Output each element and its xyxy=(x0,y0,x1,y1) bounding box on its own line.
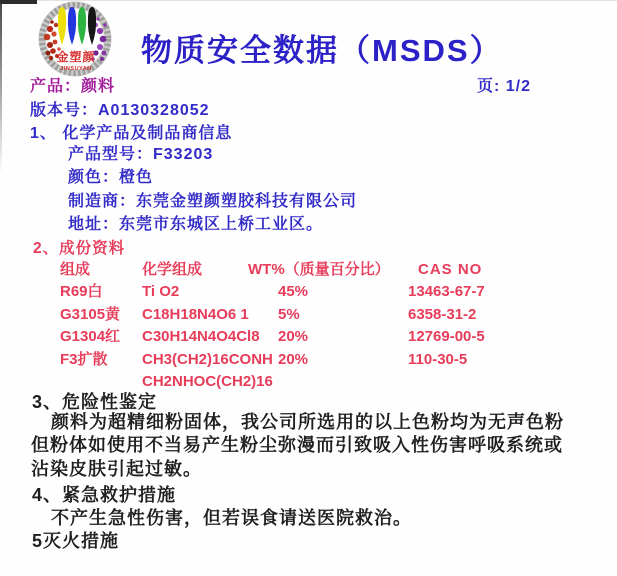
cas-cell xyxy=(408,371,578,393)
composition-row xyxy=(60,304,578,326)
header-composition: 组成 xyxy=(60,261,91,278)
manufacturer-line: 制造商：东莞金塑颜塑胶科技有限公司 xyxy=(68,192,358,210)
section4-heading: 4、紧急救护措施 xyxy=(32,485,177,505)
scan-artifact-top-line xyxy=(37,0,617,1)
formula-cell: C30H14N4O4Cl8 xyxy=(142,328,260,346)
composition-row xyxy=(60,326,578,348)
formula-cell: C18H18N4O6 1 xyxy=(142,305,249,323)
hazard-text-line: 但粉体如使用不当易产生粉尘弥漫而引致吸入性伤害呼吸系统或 xyxy=(31,435,563,456)
scan-artifact-left xyxy=(0,4,2,174)
cas-cell: 6358-31-2 xyxy=(408,305,477,323)
wt-cell: 20% xyxy=(278,350,309,368)
hazard-text-line: 颜料为超精细粉固体，我公司所选用的以上色粉均为无声色粉 xyxy=(51,412,564,432)
product-model-line: 产品型号：F33203 xyxy=(68,146,214,163)
first-aid-text-line: 不产生急性伤害，但若误食请送医院救治。 xyxy=(51,508,412,528)
logo-text: 金塑颜 xyxy=(56,50,96,64)
cas-cell: 12769-00-5 xyxy=(408,328,485,346)
wt-cell: 20% xyxy=(278,328,309,346)
section3-body xyxy=(31,411,564,481)
header-chemical: 化学组成 xyxy=(142,261,203,278)
cas-cell: 110-30-5 xyxy=(408,350,468,368)
composition-cell: R69白 xyxy=(60,283,103,301)
header-cas: CAS NO xyxy=(418,261,483,278)
composition-row xyxy=(60,281,578,303)
composition-row xyxy=(60,349,578,371)
section3-heading: 3、危险性鉴定 xyxy=(32,392,158,412)
page-number-label: 页: 1/2 xyxy=(477,78,532,95)
section1-body xyxy=(68,143,357,237)
logo-subtext: JINSUYAN xyxy=(60,66,92,72)
product-label: 产品：颜料 xyxy=(30,78,116,95)
composition-cell: G3105黄 xyxy=(60,305,121,323)
wt-cell xyxy=(248,371,408,393)
composition-table xyxy=(60,259,578,393)
company-logo-icon xyxy=(38,1,112,77)
wt-cell: 5% xyxy=(278,305,300,323)
composition-header-row xyxy=(60,259,578,281)
document-title: 物质安全数据（MSDS） xyxy=(141,33,503,68)
section5-heading: 5灭火措施 xyxy=(32,531,120,551)
hazard-text-line: 沾染皮肤引起过敏。 xyxy=(31,458,202,479)
composition-cell: F3扩散 xyxy=(60,350,108,368)
color-line: 颜色：橙色 xyxy=(68,169,154,187)
formula-cell: CH2NHOC(CH2)16 xyxy=(142,372,273,390)
composition-cell: G1304红 xyxy=(60,328,121,346)
cas-cell: 13463-67-7 xyxy=(408,283,485,301)
header-wt: WT%（质量百分比） xyxy=(248,261,390,278)
section1-heading: 1、 化学产品及制品商信息 xyxy=(30,125,233,142)
address-line: 地址：东莞市东城区上桥工业区。 xyxy=(68,216,324,234)
scan-artifact-top xyxy=(0,0,37,4)
version-label: 版本号：A0130328052 xyxy=(30,102,210,119)
formula-cell: Ti O2 xyxy=(142,283,180,301)
wt-cell: 45% xyxy=(278,283,309,301)
section2-heading: 2、成份资料 xyxy=(33,240,126,257)
formula-cell: CH3(CH2)16CONH xyxy=(142,350,273,368)
